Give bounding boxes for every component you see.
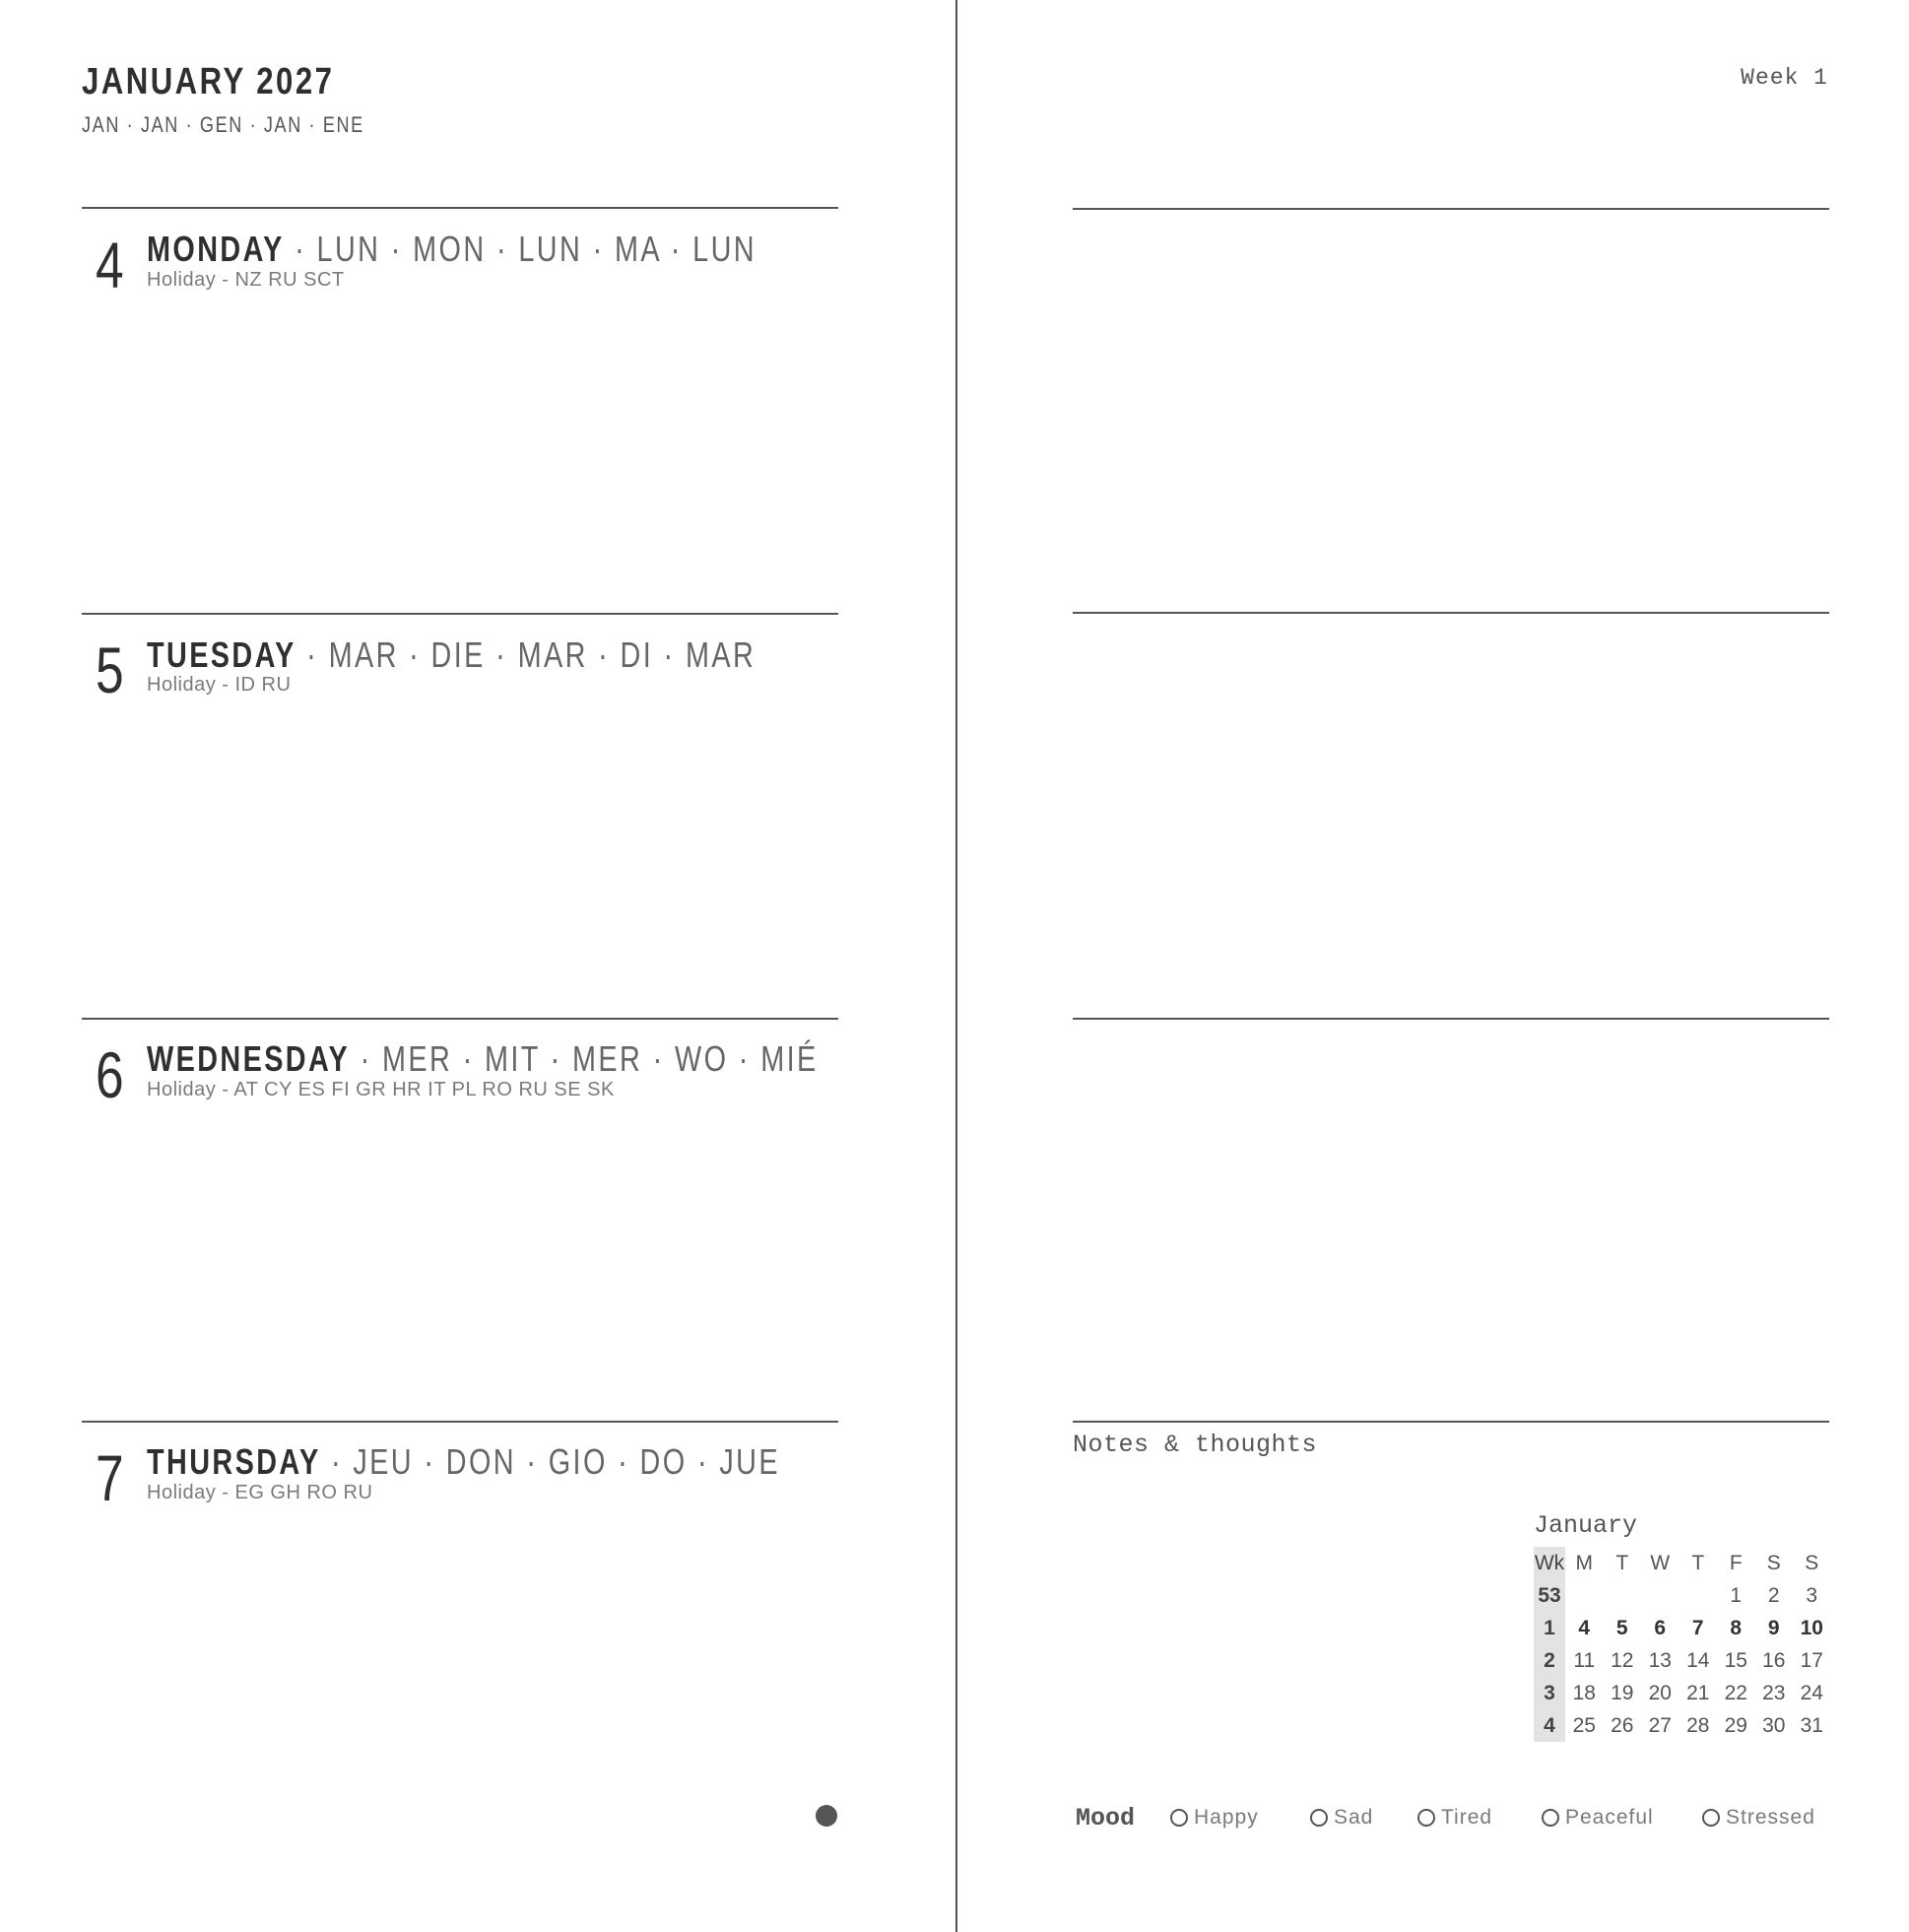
radio-circle-icon[interactable] bbox=[1702, 1809, 1720, 1827]
mood-option-sad[interactable] bbox=[1310, 1806, 1373, 1830]
radio-circle-icon[interactable] bbox=[1542, 1809, 1559, 1827]
weekday-header: W bbox=[1650, 1551, 1671, 1574]
calendar-date[interactable]: 6 bbox=[1654, 1616, 1667, 1639]
day-name-en: THURSDAY bbox=[147, 1441, 321, 1482]
weekday-header: M bbox=[1575, 1551, 1593, 1574]
holiday-text: Holiday - EG GH RO RU bbox=[147, 1482, 373, 1503]
week-number: 3 bbox=[1534, 1677, 1565, 1709]
day-name-en: WEDNESDAY bbox=[147, 1038, 351, 1079]
week-number: 53 bbox=[1534, 1579, 1565, 1612]
calendar-date[interactable]: 1 bbox=[1730, 1583, 1743, 1607]
page-marker-dot-icon bbox=[816, 1805, 837, 1827]
calendar-date[interactable]: 7 bbox=[1691, 1616, 1704, 1639]
calendar-date[interactable]: 30 bbox=[1762, 1713, 1786, 1737]
mini-calendar-week-row bbox=[1534, 1677, 1834, 1709]
mini-calendar-body bbox=[1534, 1579, 1834, 1742]
mini-calendar-week-row bbox=[1534, 1644, 1834, 1677]
calendar-date[interactable]: 14 bbox=[1686, 1648, 1710, 1672]
notes-divider bbox=[1073, 1421, 1829, 1423]
mood-option-label: Stressed bbox=[1726, 1806, 1815, 1829]
day-name-translations: · MER · MIT · MER · WO · MIÉ bbox=[350, 1038, 819, 1079]
calendar-date[interactable]: 2 bbox=[1767, 1583, 1780, 1607]
calendar-date[interactable]: 11 bbox=[1573, 1648, 1596, 1672]
month-translations: JAN · JAN · GEN · JAN · ENE bbox=[82, 112, 364, 137]
radio-circle-icon[interactable] bbox=[1170, 1809, 1188, 1827]
day-divider bbox=[82, 1018, 838, 1020]
mini-calendar-week-row bbox=[1534, 1612, 1834, 1644]
calendar-date[interactable]: 12 bbox=[1611, 1648, 1634, 1672]
calendar-date[interactable]: 16 bbox=[1762, 1648, 1786, 1672]
weekday-header: F bbox=[1729, 1551, 1743, 1574]
mood-option-happy[interactable] bbox=[1170, 1806, 1259, 1830]
week-number: 4 bbox=[1534, 1709, 1565, 1742]
calendar-date[interactable]: 3 bbox=[1806, 1583, 1818, 1607]
mood-option-stressed[interactable] bbox=[1702, 1806, 1815, 1830]
mood-option-tired[interactable] bbox=[1417, 1806, 1492, 1830]
holiday-text: Holiday - ID RU bbox=[147, 674, 292, 696]
day-divider bbox=[1073, 208, 1829, 210]
weekday-header: S bbox=[1805, 1551, 1819, 1574]
calendar-date[interactable]: 21 bbox=[1686, 1681, 1710, 1704]
calendar-date[interactable]: 25 bbox=[1572, 1713, 1596, 1737]
calendar-date[interactable]: 9 bbox=[1767, 1616, 1780, 1639]
calendar-date[interactable]: 27 bbox=[1648, 1713, 1672, 1737]
day-number: 4 bbox=[96, 229, 124, 301]
calendar-date[interactable]: 28 bbox=[1686, 1713, 1710, 1737]
calendar-date[interactable]: 13 bbox=[1648, 1648, 1672, 1672]
week-number: 1 bbox=[1534, 1612, 1565, 1644]
day-number: 6 bbox=[96, 1038, 124, 1111]
mood-option-label: Sad bbox=[1334, 1806, 1374, 1829]
week-header: Wk bbox=[1534, 1547, 1565, 1579]
mood-option-peaceful[interactable] bbox=[1542, 1806, 1654, 1830]
weekday-header: S bbox=[1766, 1551, 1781, 1574]
calendar-date[interactable]: 22 bbox=[1724, 1681, 1747, 1704]
day-name-en: MONDAY bbox=[147, 229, 285, 269]
day-name-translations: · LUN · MON · LUN · MA · LUN bbox=[284, 229, 757, 269]
day-divider bbox=[1073, 612, 1829, 614]
calendar-date[interactable]: 17 bbox=[1800, 1648, 1823, 1672]
mini-calendar-grid bbox=[1534, 1547, 1834, 1742]
calendar-date[interactable]: 19 bbox=[1611, 1681, 1634, 1704]
mood-option-label: Happy bbox=[1194, 1806, 1259, 1829]
calendar-date[interactable]: 31 bbox=[1800, 1713, 1823, 1737]
mini-calendar-week-row bbox=[1534, 1579, 1834, 1612]
mood-label: Mood bbox=[1076, 1804, 1136, 1832]
calendar-date[interactable]: 29 bbox=[1724, 1713, 1747, 1737]
day-name bbox=[147, 229, 757, 269]
mini-calendar bbox=[1534, 1511, 1834, 1742]
calendar-date[interactable]: 26 bbox=[1611, 1713, 1634, 1737]
page-spine bbox=[955, 0, 957, 1932]
day-number: 7 bbox=[96, 1441, 124, 1514]
day-divider bbox=[82, 207, 838, 209]
mini-calendar-week-row bbox=[1534, 1709, 1834, 1742]
weekday-header: T bbox=[1691, 1551, 1705, 1574]
calendar-date[interactable]: 24 bbox=[1800, 1681, 1823, 1704]
day-name-en: TUESDAY bbox=[147, 634, 296, 675]
day-name bbox=[147, 1038, 819, 1079]
radio-circle-icon[interactable] bbox=[1417, 1809, 1435, 1827]
mini-calendar-title: January bbox=[1534, 1511, 1638, 1540]
calendar-date[interactable]: 15 bbox=[1724, 1648, 1747, 1672]
month-title: JANUARY 2027 bbox=[82, 61, 335, 102]
calendar-date[interactable]: 20 bbox=[1648, 1681, 1672, 1704]
day-divider bbox=[82, 613, 838, 615]
radio-circle-icon[interactable] bbox=[1310, 1809, 1328, 1827]
day-name-translations: · JEU · DON · GIO · DO · JUE bbox=[320, 1441, 780, 1482]
calendar-date[interactable]: 5 bbox=[1615, 1616, 1628, 1639]
day-number: 5 bbox=[96, 633, 124, 706]
calendar-date[interactable]: 4 bbox=[1578, 1616, 1591, 1639]
mood-option-label: Peaceful bbox=[1565, 1806, 1654, 1829]
mood-option-label: Tired bbox=[1441, 1806, 1493, 1829]
notes-title: Notes & thoughts bbox=[1073, 1431, 1318, 1459]
calendar-date[interactable]: 8 bbox=[1730, 1616, 1743, 1639]
calendar-date[interactable]: 10 bbox=[1800, 1616, 1823, 1639]
week-number: 2 bbox=[1534, 1644, 1565, 1677]
day-name bbox=[147, 634, 757, 675]
holiday-text: Holiday - AT CY ES FI GR HR IT PL RO RU SE SK bbox=[147, 1079, 615, 1100]
week-label: Week 1 bbox=[1741, 65, 1828, 91]
calendar-date[interactable]: 18 bbox=[1572, 1681, 1596, 1704]
mini-calendar-header-row bbox=[1534, 1547, 1834, 1579]
weekday-header: T bbox=[1615, 1551, 1629, 1574]
calendar-date[interactable]: 23 bbox=[1762, 1681, 1786, 1704]
holiday-text: Holiday - NZ RU SCT bbox=[147, 269, 345, 291]
day-divider bbox=[1073, 1018, 1829, 1020]
day-name-translations: · MAR · DIE · MAR · DI · MAR bbox=[296, 634, 757, 675]
day-divider bbox=[82, 1421, 838, 1423]
day-name bbox=[147, 1441, 780, 1482]
